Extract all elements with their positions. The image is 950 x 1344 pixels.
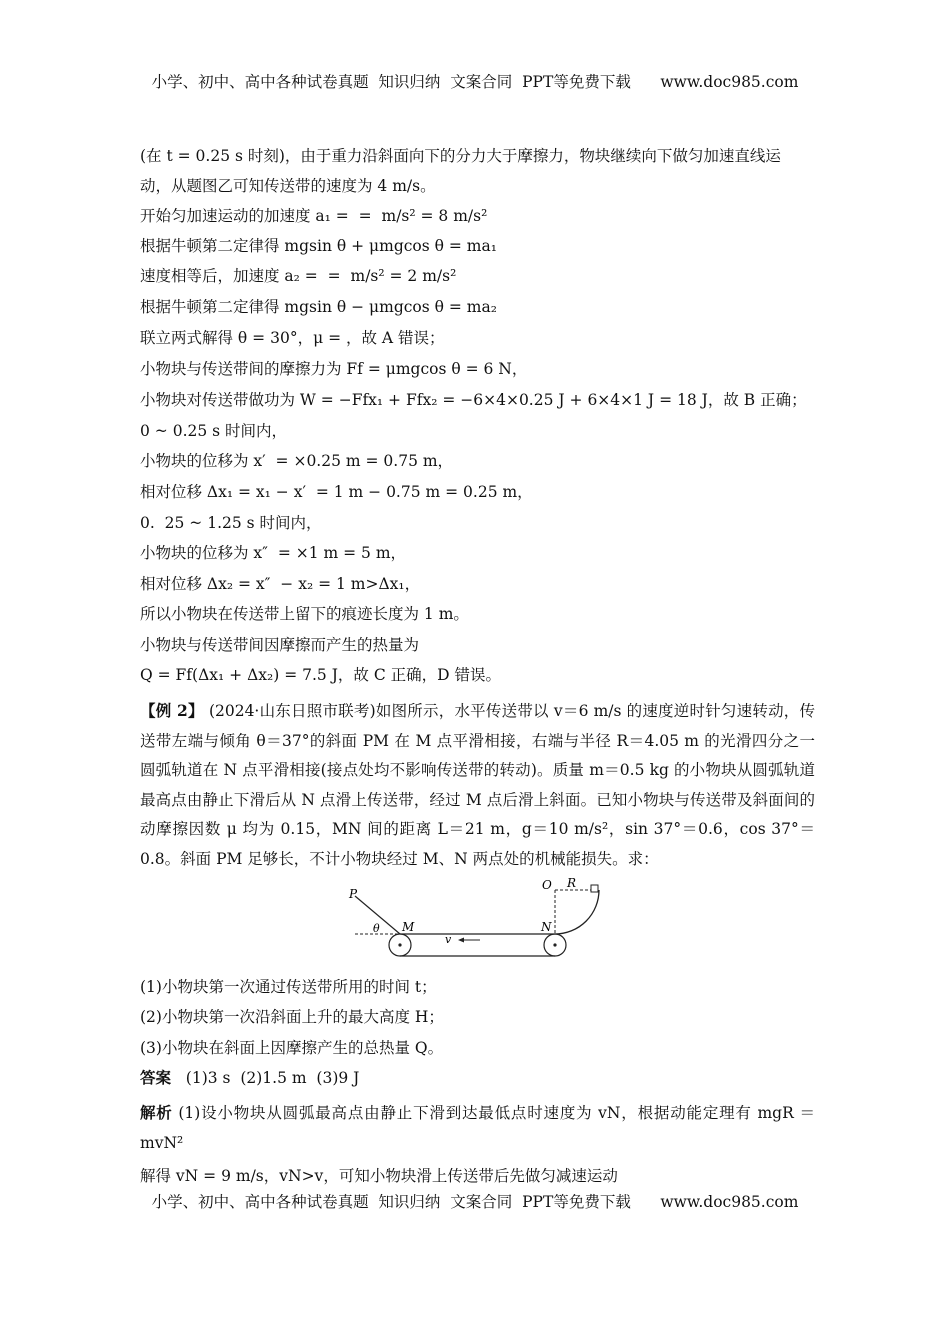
analysis-line — [140, 1098, 815, 1158]
label-theta: θ — [373, 922, 380, 935]
conveyor-diagram — [345, 872, 605, 967]
analysis-label: 解析 — [140, 1103, 173, 1122]
text-line: 小物块对传送带做功为 W = −Ffx₁ + Ffx₂ = −6×4×0.25 J + 6×4×1 J = 18 J，故 B 正确； — [140, 391, 807, 409]
text-line: 小物块的位移为 x″ = ×1 m = 5 m， — [140, 544, 407, 562]
text-line: 速度相等后，加速度 a₂ = = m/s² = 2 m/s² — [140, 267, 457, 285]
text-line: 联立两式解得 θ = 30°，μ = ，故 A 错误； — [140, 329, 445, 347]
page-header: 小学、初中、高中各种试卷真题 知识归纳 文案合同 PPT等免费下载 www.doc985.com — [151, 73, 799, 91]
question-2: (2)小物块第一次沿斜面上升的最大高度 H； — [140, 1008, 444, 1026]
text-line: 开始匀加速运动的加速度 a₁ = = m/s² = 8 m/s² — [140, 207, 488, 225]
text-line: 相对位移 Δx₁ = x₁ − x′ = 1 m − 0.75 m = 0.25 m， — [140, 483, 533, 501]
text-line: 动，从题图乙可知传送带的速度为 4 m/s。 — [140, 177, 436, 195]
arrow-left-icon — [458, 938, 464, 943]
label-v: v — [445, 933, 452, 946]
page-footer: 小学、初中、高中各种试卷真题 知识归纳 文案合同 PPT等免费下载 www.doc985.com — [151, 1193, 799, 1211]
answer-label: 答案 — [140, 1068, 172, 1087]
answer-value: (1)3 s (2)1.5 m (3)9 J — [185, 1069, 360, 1087]
text-line: 小物块的位移为 x′ = ×0.25 m = 0.75 m， — [140, 452, 454, 470]
example-2 — [140, 696, 815, 874]
example-text: (2024·山东日照市联考)如图所示，水平传送带以 v＝6 m/s 的速度逆时针匀速转动，传送带左端与倾角 θ＝37°的斜面 PM 在 M 点平滑相接，右端与半径 R＝4.05 m 的光滑四分之一圆弧轨道在 N 点平滑相接(接点处均不影响传送带的转动)。质量 m＝0.5 kg 的小物块从圆弧轨道最高点由静止下滑后从 N 点滑上传送带，经过 M 点后滑上斜面。已知小物块与传送带及斜面间的动摩擦因数 μ 均为 0.15，MN 间的距离 L＝21 m，g＝10 m/s²，sin 37°＝0.6，cos 37°＝0.8。斜面 PM 足够长，不计小物块经过 M、N 两点处的机械能损失。求： — [140, 702, 816, 868]
label-R: R — [567, 876, 577, 890]
label-O: O — [542, 878, 552, 892]
answer-line — [140, 1068, 359, 1088]
question-1: (1)小物块第一次通过传送带所用的时间 t； — [140, 978, 437, 996]
text-line: 小物块与传送带间的摩擦力为 Ff = μmgcos θ = 6 N， — [140, 360, 528, 378]
block — [591, 885, 598, 892]
analysis-line-2: 解得 vN = 9 m/s，vN>v，可知小物块滑上传送带后先做匀减速运动 — [140, 1167, 618, 1185]
text-line: 0. 25 ~ 1.25 s 时间内， — [140, 514, 322, 532]
analysis-text: (1)设小物块从圆弧最高点由静止下滑到达最低点时速度为 vN，根据动能定理有 mgR ＝mvN² — [140, 1104, 815, 1152]
label-M: M — [402, 920, 415, 934]
question-3: (3)小物块在斜面上因摩擦产生的总热量 Q。 — [140, 1039, 444, 1057]
text-line: Q = Ff(Δx₁ + Δx₂) = 7.5 J，故 C 正确，D 错误。 — [140, 666, 501, 684]
text-line: 根据牛顿第二定律得 mgsin θ − μmgcos θ = ma₂ — [140, 298, 497, 316]
label-N: N — [541, 920, 552, 934]
text-line: 小物块与传送带间因摩擦而产生的热量为 — [140, 636, 420, 654]
text-line: (在 t = 0.25 s 时刻)，由于重力沿斜面向下的分力大于摩擦力，物块继续向下做匀加速直线运 — [140, 147, 781, 165]
text-line: 所以小物块在传送带上留下的痕迹长度为 1 m。 — [140, 605, 469, 623]
text-line: 根据牛顿第二定律得 mgsin θ + μmgcos θ = ma₁ — [140, 237, 497, 255]
text-line: 0 ~ 0.25 s 时间内， — [140, 422, 288, 440]
label-P: P — [349, 887, 358, 901]
text-line: 相对位移 Δx₂ = x″ − x₂ = 1 m>Δx₁， — [140, 575, 421, 593]
quarter-arc — [555, 890, 599, 934]
example-label: 【例 2】 — [140, 701, 204, 720]
